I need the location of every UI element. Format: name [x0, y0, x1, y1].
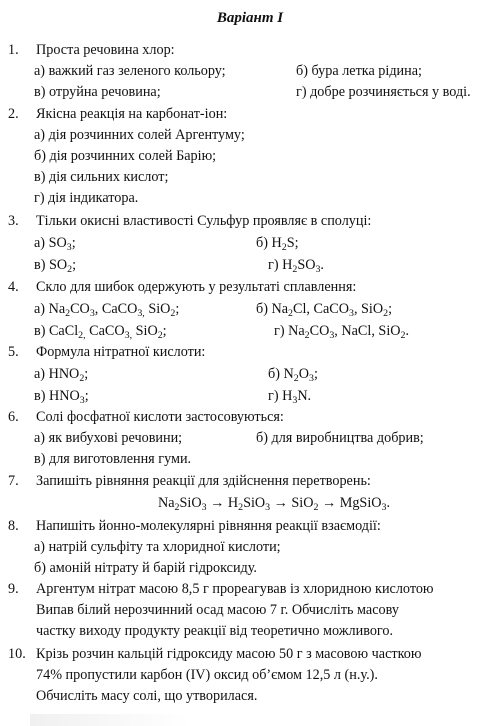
option-b: б) $Na_2Cl$, CaCO$_3$, SiO$_2$;	[256, 301, 393, 319]
problem-line: 74% пропустили карбон (IV) оксид об’ємом 12,5 л (н.у.).	[36, 667, 378, 683]
answer-row	[34, 82, 471, 102]
scan-shadow	[30, 714, 190, 726]
question-text: Скло для шибок одержують у результаті сплавлення:	[36, 279, 357, 295]
option-a: а) дія розчинних солей Аргентуму;	[34, 127, 245, 143]
question-number: 2.	[8, 106, 19, 122]
option-b: б) $H_2S$;	[256, 235, 299, 253]
option-b: б) для виробництва добрив;	[256, 430, 424, 446]
question-number: 1.	[8, 42, 19, 58]
option-d: г) $H_3N$.	[268, 388, 312, 406]
answer-row	[34, 428, 424, 448]
question-number: 7.	[8, 473, 19, 489]
problem-line: Крізь розчин кальцій гідроксиду масою 50 г з масовою часткою	[36, 646, 422, 662]
question-number: 8.	[8, 518, 19, 534]
option-c: в) $SO_2$;	[34, 257, 77, 275]
question-number: 9.	[8, 581, 19, 597]
option-a: а) $HNO_2$;	[34, 366, 89, 384]
question-number: 10.	[8, 646, 26, 662]
option-a: а) натрій сульфіту та хлоридної кислоти;	[34, 539, 281, 555]
option-c: в) отруйна речовина;	[34, 84, 161, 100]
option-b: б) бура летка рідина;	[296, 63, 422, 79]
answer-row	[34, 61, 422, 81]
option-a: а) $Na_2CO_3$, CaCO$_{3,}$ SiO$_2$;	[34, 301, 180, 319]
problem-line: Випав білий нерозчинний осад масою 7 г. Обчисліть масову	[36, 602, 399, 618]
question-number: 6.	[8, 409, 19, 425]
answer-row	[34, 364, 318, 384]
question-text: Напишіть йонно-молекулярні рівняння реакції взаємодії:	[36, 518, 381, 534]
question-number: 3.	[8, 213, 19, 229]
option-c: в) $HNO_3$;	[34, 388, 89, 406]
option-b: б) амоній нітрату й барій гідроксиду.	[34, 560, 257, 576]
transformation-chain: $Na_2SiO_3 \to H_2SiO_3 \to SiO_2$ → MgSiO$_3$.	[158, 495, 391, 513]
question-text: Тільки окисні властивості Сульфур проявляє в сполуці:	[36, 213, 372, 229]
option-b: б) дія розчинних солей Барію;	[34, 148, 217, 164]
option-d: г) $H_2SO_3$.	[268, 257, 324, 275]
question-text: Запишіть рівняння реакції для здійснення перетворень:	[36, 473, 371, 489]
answer-row	[34, 233, 299, 253]
option-c: в) CaCl$_{2,}$ CaCO$_{3,}$ SiO$_2$;	[34, 323, 167, 341]
question-text: Формула нітратної кислоти:	[36, 344, 206, 360]
option-a: а) $SO_3$;	[34, 235, 76, 253]
problem-line: Обчисліть масу солі, що утворилася.	[36, 688, 258, 704]
answer-row	[34, 386, 312, 406]
option-a: а) важкий газ зеленого кольору;	[34, 63, 226, 79]
answer-row	[34, 321, 410, 341]
question-text: Проста речовина хлор:	[36, 42, 175, 58]
option-d: г) $Na_2CO_3$, NaCl, SiO$_2$.	[274, 323, 410, 341]
problem-line: Аргентум нітрат масою 8,5 г прореагував із хлоридною кислотою	[36, 581, 434, 597]
option-d: г) добре розчиняється у воді.	[296, 84, 471, 100]
question-number: 4.	[8, 279, 19, 295]
question-number: 5.	[8, 344, 19, 360]
question-text: Якісна реакція на карбонат-іон:	[36, 106, 228, 122]
answer-row	[34, 299, 393, 319]
option-d: г) дія індикатора.	[34, 190, 139, 206]
option-b: б) $N_2O_3$;	[268, 366, 318, 384]
problem-line: частку виходу продукту реакції від теоретично можливого.	[36, 623, 394, 639]
answer-row	[34, 255, 324, 275]
option-a: а) як вибухові речовини;	[34, 430, 183, 446]
question-text: Солі фосфатної кислоти застосовуються:	[36, 409, 284, 425]
option-c: в) дія сильних кислот;	[34, 169, 169, 185]
variant-title: Варіант І	[216, 10, 284, 26]
option-c: в) для виготовлення гуми.	[34, 451, 192, 467]
